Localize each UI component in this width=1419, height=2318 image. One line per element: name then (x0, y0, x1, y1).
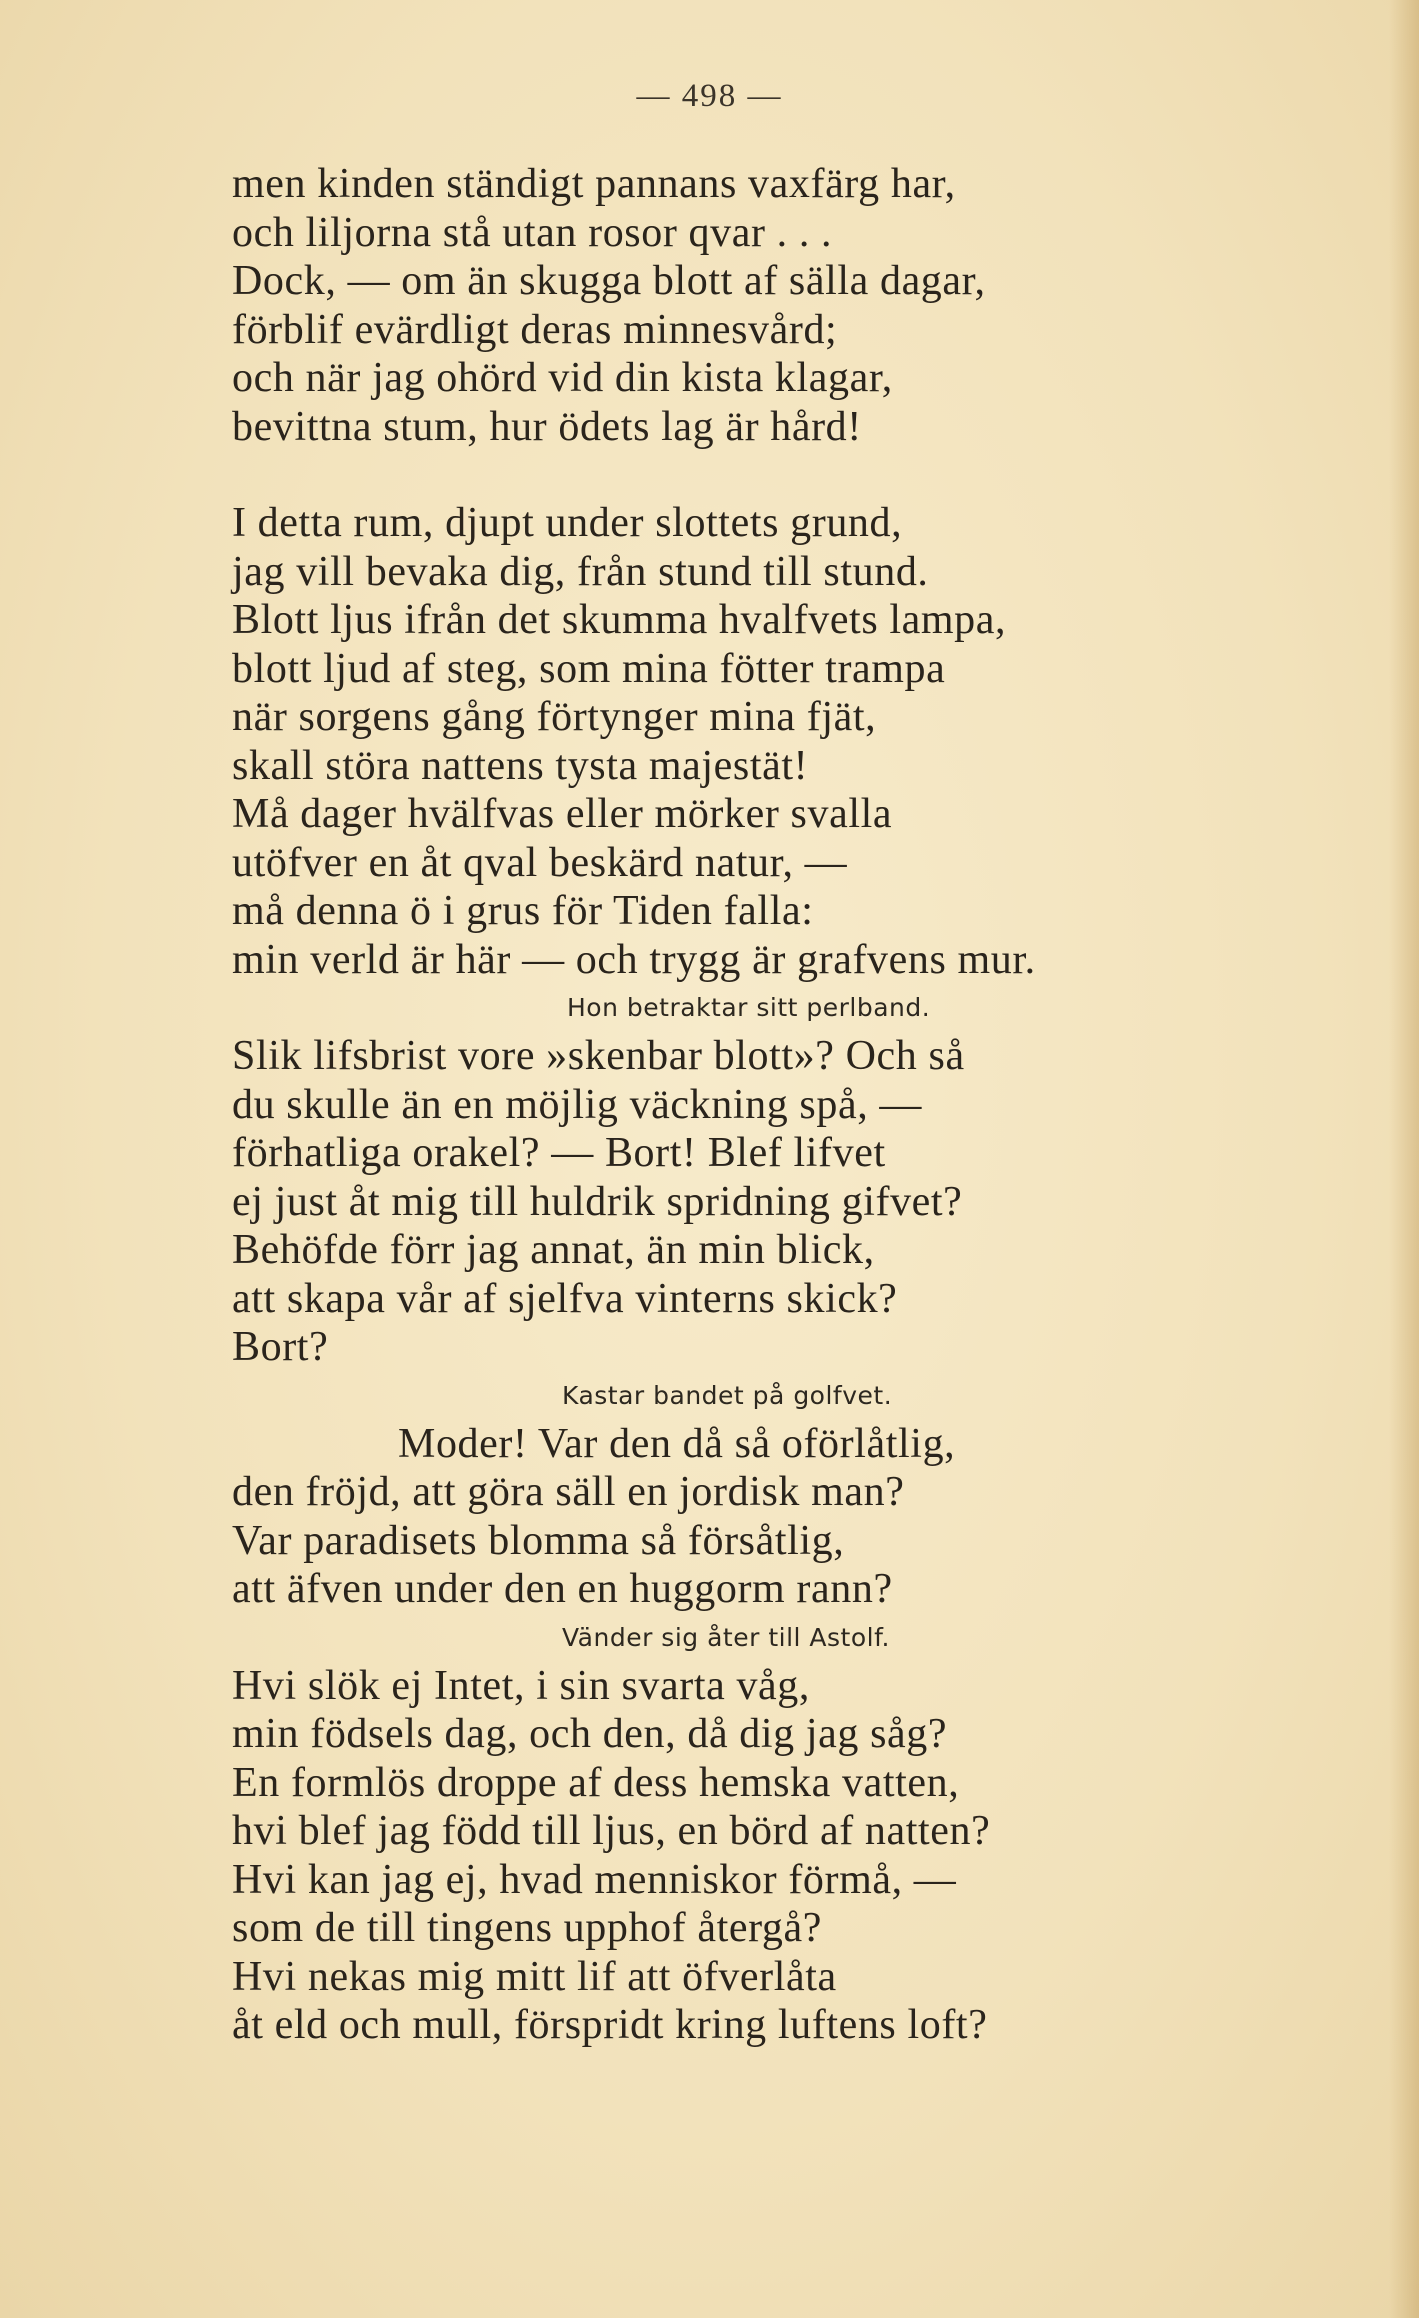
verse-line: utöfver en åt qval beskärd natur, — (232, 839, 848, 886)
verse-line: förblif evärdligt deras minnesvård; (232, 306, 838, 353)
verse-line: du skulle än en möjlig väckning spå, — (232, 1081, 923, 1128)
stage-direction: Vänder sig åter till Astolf. (562, 1622, 891, 1652)
stage-direction: Kastar bandet på golfvet. (562, 1380, 893, 1410)
verse-line: Hvi nekas mig mitt lif att öfverlåta (232, 1953, 837, 2000)
verse-line: Hvi slök ej Intet, i sin svarta våg, (232, 1662, 810, 1709)
verse-line: men kinden ständigt pannans vaxfärg har, (232, 161, 956, 207)
verse-line: Må dager hvälfvas eller mörker svalla (232, 791, 893, 837)
verse-line: som de till tingens upphof återgå? (232, 1905, 823, 1951)
verse-line: min födsels dag, och den, då dig jag såg? (232, 1711, 948, 1757)
verse-line: Dock, — om än skugga blott af sälla dagar, (232, 258, 986, 304)
verse-line: och när jag ohörd vid din kista klagar, (232, 355, 893, 401)
verse-line: skall störa nattens tysta majestät! (232, 742, 809, 789)
verse-line: Slik lifsbrist vore »skenbar blott»? Och så (232, 1033, 965, 1079)
verse-line: ej just åt mig till huldrik spridning gifvet? (232, 1178, 963, 1225)
verse-line: hvi blef jag född till ljus, en börd af natten? (232, 1808, 991, 1854)
verse-line: och liljorna stå utan rosor qvar . . . (232, 209, 833, 256)
stanza-gap (232, 451, 1382, 499)
verse-line: Behöfde förr jag annat, än min blick, (232, 1227, 875, 1273)
verse-line: blott ljud af steg, som mina fötter trampa (232, 645, 946, 692)
verse-line: att äfven under den en huggorm rann? (232, 1566, 893, 1612)
verse-line: jag vill bevaka dig, från stund till stund. (232, 548, 929, 595)
verse-line: Blott ljus ifrån det skumma hvalfvets lampa, (232, 597, 1007, 643)
verse-line: Bort? (232, 1324, 329, 1370)
verse-line: åt eld och mull, förspridt kring luftens loft? (232, 2002, 988, 2048)
poem-text (232, 160, 1382, 2050)
verse-line: bevittna stum, hur ödets lag är hård! (232, 403, 862, 450)
verse-line: I detta rum, djupt under slottets grund, (232, 500, 903, 546)
verse-line: En formlös droppe af dess hemska vatten, (232, 1759, 960, 1806)
page-edge-shadow (1389, 0, 1419, 2318)
verse-line: förhatliga orakel? — Bort! Blef lifvet (232, 1130, 886, 1176)
verse-line: att skapa vår af sjelfva vinterns skick? (232, 1275, 898, 1322)
verse-line: Var paradisets blomma så försåtlig, (232, 1517, 845, 1564)
verse-line: må denna ö i grus för Tiden falla: (232, 888, 814, 934)
stage-direction: Hon betraktar sitt perlband. (567, 993, 931, 1022)
verse-line: Hvi kan jag ej, hvad menniskor förmå, — (232, 1856, 957, 1903)
verse-line: Moder! Var den då så oförlåtlig, (398, 1420, 956, 1467)
page-number: — 498 — (636, 78, 783, 114)
verse-line: den fröjd, att göra säll en jordisk man? (232, 1469, 905, 1515)
verse-line: när sorgens gång förtynger mina fjät, (232, 694, 877, 740)
verse-line: min verld är här — och trygg är grafvens mur. (232, 936, 1036, 983)
